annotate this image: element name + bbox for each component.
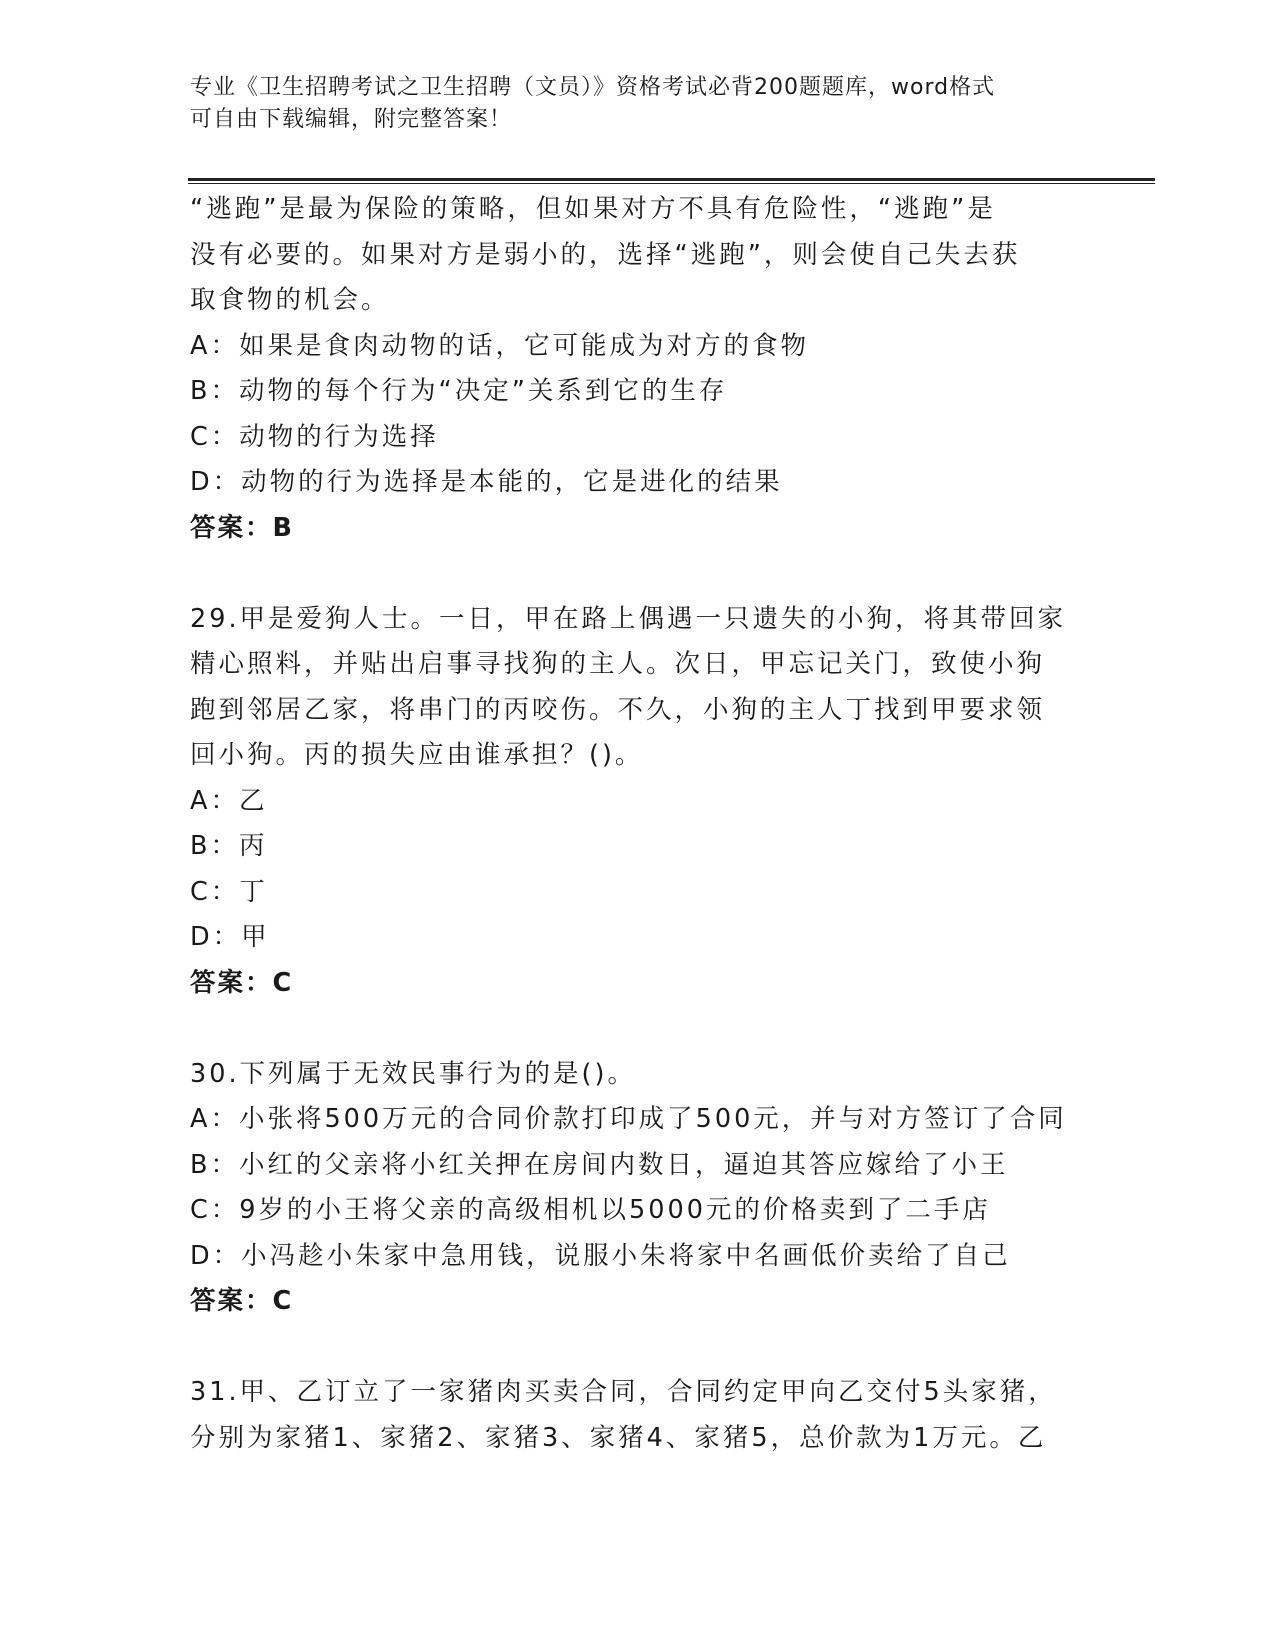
question-stem-line: 跑到邻居乙家，将串门的丙咬伤。不久，小狗的主人丁找到甲要求领 [190,694,1046,725]
option-d: D：动物的行为选择是本能的，它是进化的结果 [190,467,783,497]
header-rule-thin [188,183,1155,184]
question-content [190,187,1080,1461]
option-a: A：如果是食肉动物的话，它可能成为对方的食物 [190,330,809,361]
header-line-2: 可自由下载编辑，附完整答案！ [190,107,513,132]
question-stem-line: 31.甲、乙订立了一家猪肉买卖合同，合同约定甲向乙交付5头家猪， [190,1377,1057,1407]
question-29 [190,597,1080,1007]
header-rule-thick [188,178,1155,181]
header-line-1: 专业《卫生招聘考试之卫生招聘（文员）》资格考试必背200题题库，word格式 [190,75,996,100]
option-c: C：9岁的小王将父亲的高级相机以5000元的价格卖到了二手店 [190,1195,991,1225]
question-spacer [190,1006,1080,1052]
question-stem-line: “逃跑”是最为保险的策略，但如果对方不具有危险性，“逃跑”是 [190,194,996,224]
question-stem-line: 取食物的机会。 [190,285,390,315]
question-spacer [190,1325,1080,1371]
question-stem-line: 精心照料，并贴出启事寻找狗的主人。次日，甲忘记关门，致使小狗 [190,649,1046,679]
question-31 [190,1370,1080,1461]
option-c: C：丁 [190,876,268,907]
question-stem-line: 回小狗。丙的损失应由谁承担？()。 [190,740,644,770]
answer-label: 答案：B [190,512,294,543]
option-c: C：动物的行为选择 [190,421,439,452]
question-stem-line: 分别为家猪1、家猪2、家猪3、家猪4、家猪5，总价款为1万元。乙 [190,1422,1047,1453]
answer-label: 答案：C [190,967,294,998]
option-b: B：小红的父亲将小红关押在房间内数日，逼迫其答应嫁给了小王 [190,1149,1009,1180]
option-d: D：小冯趁小朱家中急用钱，说服小朱将家中名画低价卖给了自己 [190,1240,1011,1271]
question-spacer [190,551,1080,597]
option-b: B：丙 [190,831,268,861]
question-stem-line: 30.下列属于无效民事行为的是()。 [190,1058,636,1089]
answer-label: 答案：C [190,1286,294,1316]
option-d: D：甲 [190,922,270,952]
question-30 [190,1052,1080,1325]
question-stem-line: 没有必要的。如果对方是弱小的，选择“逃跑”，则会使自己失去获 [190,239,1021,270]
option-a: A：小张将500万元的合同价款打印成了500元，并与对方签订了合同 [190,1104,1067,1134]
document-header [190,72,1090,136]
question-stem-line: 29.甲是爱狗人士。一日，甲在路上偶遇一只遗失的小狗，将其带回家 [190,603,1067,634]
question-28 [190,187,1080,551]
option-a: A：乙 [190,785,268,816]
option-b: B：动物的每个行为“决定”关系到它的生存 [190,376,728,406]
